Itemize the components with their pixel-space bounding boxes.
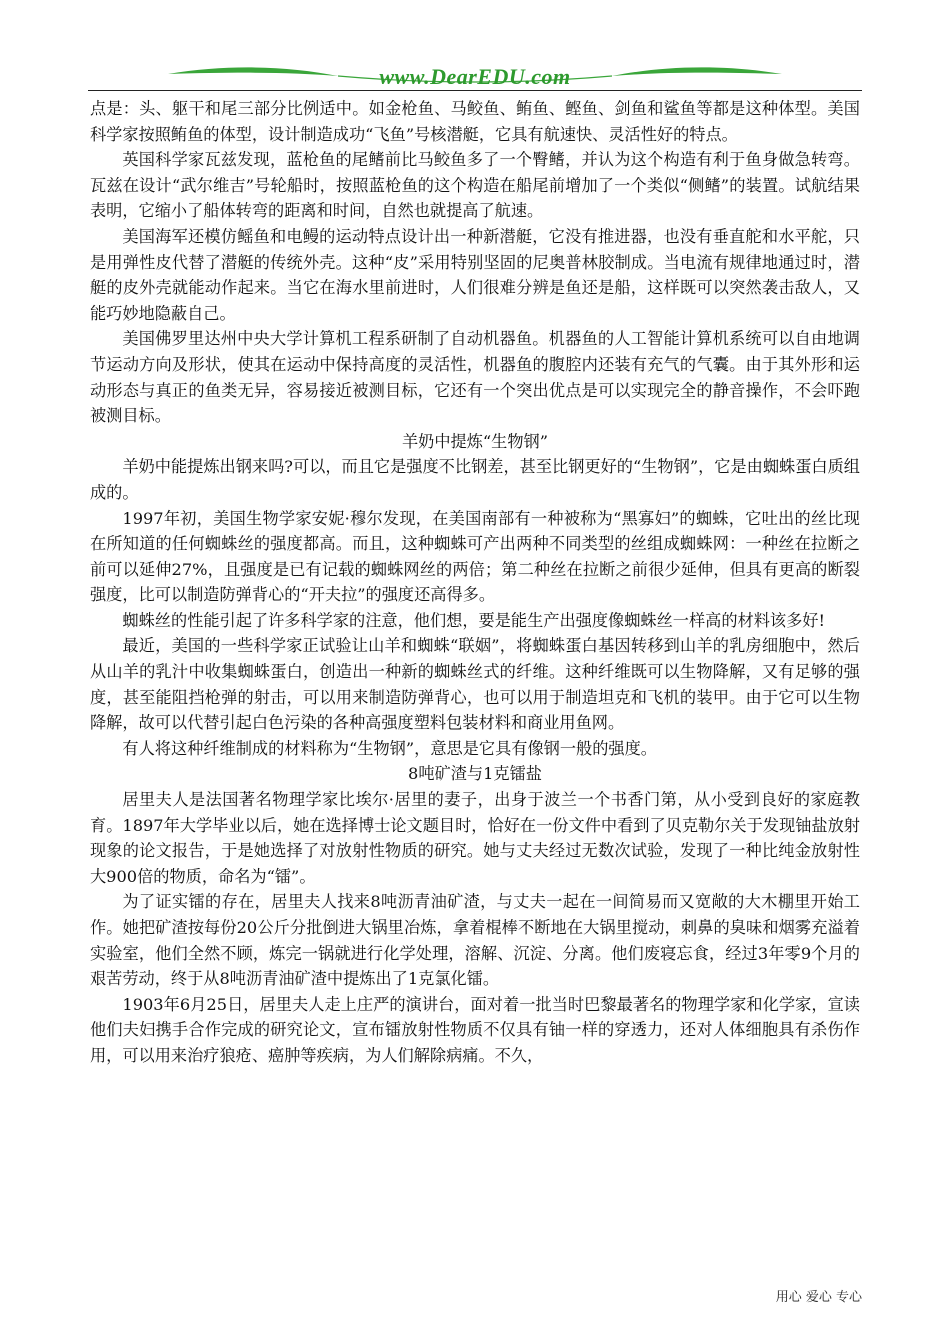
paragraph: 美国佛罗里达州中央大学计算机工程系研制了自动机器鱼。机器鱼的人工智能计算机系统可以自由地调节运动方向及形状，使其在运动中保持高度的灵活性，机器鱼的腹腔内还装有充气的气囊。由于其外形和运动形态与真正的鱼类无异，容易接近被测目标，它还有一个突出优点是可以实现完全的静音操作，不会吓跑被测目标。 <box>90 329 860 426</box>
site-logo: www.DearEDU.com <box>379 64 571 89</box>
page-footer: 用心 爱心 专心 <box>775 1290 862 1305</box>
paragraph: 点是：头、躯干和尾三部分比例适中。如金枪鱼、马鲛鱼、鲔鱼、鲣鱼、剑鱼和鲨鱼等都是这种体型。美国科学家按照鲔鱼的体型，设计制造成功“飞鱼”号核潜艇，它具有航速快、灵活性好的特点。 <box>90 99 860 144</box>
paragraph: 美国海军还模仿鳐鱼和电鳗的运动特点设计出一种新潜艇，它没有推进器，也没有垂直舵和水平舵，只是用弹性皮代替了潜艇的传统外壳。这种“皮”采用特别坚固的尼奥普林胶制成。当电流有规律地通过时，潜艇的皮外壳就能动作起来。当它在海水里前进时，人们很难分辨是鱼还是船，这样既可以突然袭击敌人，又能巧妙地隐蔽自己。 <box>90 226 860 323</box>
paragraph: 羊奶中能提炼出钢来吗?可以，而且它是强度不比钢差，甚至比钢更好的“生物钢”，它是由蜘蛛蛋白质组成的。 <box>90 457 860 502</box>
paragraph: 最近，美国的一些科学家正试验让山羊和蜘蛛“联姻”，将蜘蛛蛋白基因转移到山羊的乳房细胞中，然后从山羊的乳汁中收集蜘蛛蛋白，创造出一种新的蜘蛛丝式的纤维。这种纤维既可以生物降解，又有足够的强度，甚至能阻挡枪弹的射击，可以用来制造防弹背心，也可以用于制造坦克和飞机的装甲。由于它可以生物降解，故可以代替引起白色污染的各种高强度塑料包装材料和商业用鱼网。 <box>90 636 860 733</box>
paragraph: 1903年6月25日，居里夫人走上庄严的演讲台，面对着一批当时巴黎最著名的物理学家和化学家，宣读他们夫妇携手合作完成的研究论文，宣布镭放射性物质不仅具有铀一样的穿透力，还对人体细胞具有杀伤作用，可以用来治疗狼疮、癌肿等疾病，为人们解除病痛。不久， <box>90 994 860 1065</box>
paragraph: 蜘蛛丝的性能引起了许多科学家的注意，他们想，要是能生产出强度像蜘蛛丝一样高的材料该多好! <box>122 610 825 630</box>
paragraph: 1997年初，美国生物学家安妮·穆尔发现，在美国南部有一种被称为“黑寡妇”的蜘蛛，它吐出的丝比现在所知道的任何蜘蛛丝的强度都高。而且，这种蜘蛛可产出两种不同类型的丝组成蜘蛛网：一种丝在拉断之前可以延伸27%，且强度是已有记载的蜘蛛网丝的两倍；第二种丝在拉断之前很少延伸，但具有更高的断裂强度，比可以制造防弹背心的“开夫拉”的强度还高得多。 <box>90 508 860 605</box>
header-divider <box>88 90 862 91</box>
page-header <box>88 58 862 94</box>
paragraph: 为了证实镭的存在，居里夫人找来8吨沥青油矿渣，与丈夫一起在一间简易而又宽敞的大木棚里开始工作。她把矿渣按每份20公斤分批倒进大锅里冶炼，拿着棍棒不断地在大锅里搅动，刺鼻的臭味和烟雾充溢着实验室，他们全然不顾，炼完一锅就进行化学处理，溶解、沉淀、分离。他们废寝忘食，经过3年零9个月的艰苦劳动，终于从8吨沥青油矿渣中提炼出了1克氯化镭。 <box>90 892 860 989</box>
section-heading: 羊奶中提炼“生物钢” <box>401 431 549 451</box>
paragraph: 英国科学家瓦兹发现，蓝枪鱼的尾鳍前比马鲛鱼多了一个臀鳍，并认为这个构造有利于鱼身做急转弯。瓦兹在设计“武尔维吉”号轮船时，按照蓝枪鱼的这个构造在船尾前增加了一个类似“侧鳍”的装置。试航结果表明，它缩小了船体转弯的距离和时间，自然也就提高了航速。 <box>90 150 860 221</box>
paragraph: 居里夫人是法国著名物理学家比埃尔·居里的妻子，出身于波兰一个书香门第，从小受到良好的家庭教育。1897年大学毕业以后，她在选择博士论文题目时，恰好在一份文件中看到了贝克勒尔关于发现铀盐放射现象的论文报告，于是她选择了对放射性物质的研究。她与丈夫经过无数次试验，发现了一种比纯金放射性大900倍的物质，命名为“镭”。 <box>90 790 860 886</box>
section-heading: 8吨矿渣与1克镭盐 <box>408 764 542 784</box>
paragraph: 有人将这种纤维制成的材料称为“生物钢”，意思是它具有像钢一般的强度。 <box>122 738 657 758</box>
document-body <box>90 96 860 1069</box>
